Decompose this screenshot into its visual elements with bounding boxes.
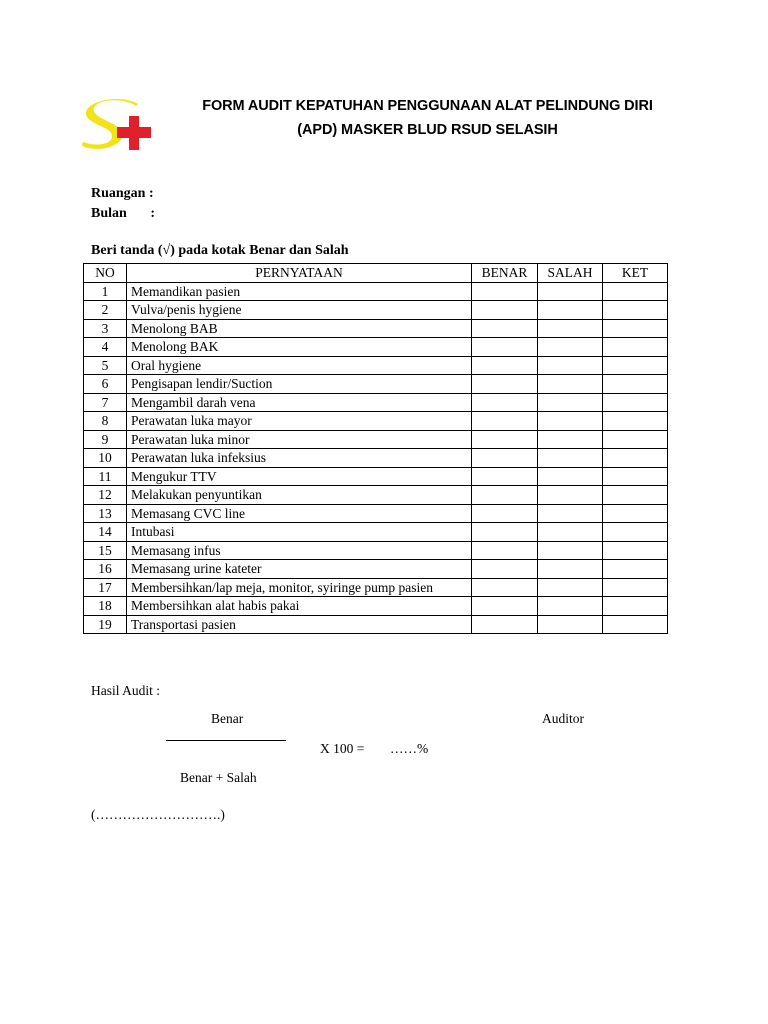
row-number: 19	[84, 615, 127, 634]
row-statement: Memasang infus	[127, 541, 472, 560]
ket-cell[interactable]	[603, 467, 668, 486]
ket-cell[interactable]	[603, 523, 668, 542]
row-number: 9	[84, 430, 127, 449]
table-row	[84, 301, 668, 320]
benar-cell[interactable]	[472, 430, 538, 449]
table-row	[84, 486, 668, 505]
row-statement: Perawatan luka minor	[127, 430, 472, 449]
benar-cell[interactable]	[472, 467, 538, 486]
logo-cross-horizontal	[117, 127, 151, 138]
table-row	[84, 412, 668, 431]
table-row	[84, 393, 668, 412]
bulan-label: Bulan	[91, 206, 127, 221]
table-row	[84, 449, 668, 468]
title-line-2: (APD) MASKER BLUD RSUD SELASIH	[297, 122, 558, 138]
row-number: 7	[84, 393, 127, 412]
ket-cell[interactable]	[603, 597, 668, 616]
row-statement: Mengukur TTV	[127, 467, 472, 486]
table-row	[84, 467, 668, 486]
auditor-label: Auditor	[542, 711, 584, 726]
salah-cell[interactable]	[538, 430, 603, 449]
ket-cell[interactable]	[603, 301, 668, 320]
row-number: 5	[84, 356, 127, 375]
header-ket: KET	[603, 264, 668, 283]
row-number: 15	[84, 541, 127, 560]
benar-cell[interactable]	[472, 449, 538, 468]
table-row	[84, 504, 668, 523]
salah-cell[interactable]	[538, 523, 603, 542]
benar-cell[interactable]	[472, 301, 538, 320]
table-row	[84, 560, 668, 579]
row-number: 3	[84, 319, 127, 338]
ket-cell[interactable]	[603, 541, 668, 560]
formula-numerator: Benar	[211, 711, 244, 726]
ket-cell[interactable]	[603, 449, 668, 468]
signature-placeholder: (……………………….)	[91, 807, 225, 822]
benar-cell[interactable]	[472, 615, 538, 634]
row-number: 2	[84, 301, 127, 320]
benar-cell[interactable]	[472, 356, 538, 375]
benar-cell[interactable]	[472, 578, 538, 597]
row-number: 4	[84, 338, 127, 357]
salah-cell[interactable]	[538, 578, 603, 597]
table-row	[84, 356, 668, 375]
bulan-colon: :	[150, 206, 155, 221]
salah-cell[interactable]	[538, 597, 603, 616]
ket-cell[interactable]	[603, 504, 668, 523]
salah-cell[interactable]	[538, 560, 603, 579]
benar-cell[interactable]	[472, 597, 538, 616]
row-number: 14	[84, 523, 127, 542]
row-number: 18	[84, 597, 127, 616]
row-number: 8	[84, 412, 127, 431]
ruangan-label: Ruangan :	[91, 186, 154, 201]
benar-cell[interactable]	[472, 486, 538, 505]
header-benar: BENAR	[472, 264, 538, 283]
fraction-line	[166, 740, 286, 741]
benar-cell[interactable]	[472, 375, 538, 394]
benar-cell[interactable]	[472, 393, 538, 412]
row-statement: Membersihkan alat habis pakai	[127, 597, 472, 616]
table-row	[84, 430, 668, 449]
hasil-audit-label: Hasil Audit :	[91, 683, 161, 698]
benar-cell[interactable]	[472, 541, 538, 560]
ket-cell[interactable]	[603, 356, 668, 375]
row-statement: Memasang urine kateter	[127, 560, 472, 579]
ket-cell[interactable]	[603, 430, 668, 449]
salah-cell[interactable]	[538, 412, 603, 431]
row-statement: Perawatan luka mayor	[127, 412, 472, 431]
formula-multiplier: X 100 =	[320, 741, 365, 756]
ket-cell[interactable]	[603, 578, 668, 597]
table-row	[84, 578, 668, 597]
ket-cell[interactable]	[603, 282, 668, 301]
benar-cell[interactable]	[472, 523, 538, 542]
salah-cell[interactable]	[538, 541, 603, 560]
header-salah: SALAH	[538, 264, 603, 283]
row-statement: Vulva/penis hygiene	[127, 301, 472, 320]
benar-cell[interactable]	[472, 504, 538, 523]
ket-cell[interactable]	[603, 393, 668, 412]
ket-cell[interactable]	[603, 375, 668, 394]
formula-result: ……%	[390, 741, 429, 756]
rsud-logo	[78, 96, 160, 156]
row-number: 10	[84, 449, 127, 468]
audit-table	[83, 263, 668, 634]
salah-cell[interactable]	[538, 375, 603, 394]
header-pernyataan: PERNYATAAN	[127, 264, 472, 283]
row-statement: Memasang CVC line	[127, 504, 472, 523]
row-statement: Transportasi pasien	[127, 615, 472, 634]
salah-cell[interactable]	[538, 282, 603, 301]
row-statement: Pengisapan lendir/Suction	[127, 375, 472, 394]
row-statement: Perawatan luka infeksius	[127, 449, 472, 468]
ket-cell[interactable]	[603, 338, 668, 357]
ket-cell[interactable]	[603, 319, 668, 338]
benar-cell[interactable]	[472, 338, 538, 357]
header-no: NO	[84, 264, 127, 283]
table-row	[84, 597, 668, 616]
ket-cell[interactable]	[603, 560, 668, 579]
ket-cell[interactable]	[603, 486, 668, 505]
row-statement: Menolong BAK	[127, 338, 472, 357]
benar-cell[interactable]	[472, 282, 538, 301]
table-row	[84, 541, 668, 560]
bulan-row	[91, 206, 155, 222]
formula-denominator: Benar + Salah	[180, 770, 257, 785]
benar-cell[interactable]	[472, 560, 538, 579]
salah-cell[interactable]	[538, 356, 603, 375]
row-number: 16	[84, 560, 127, 579]
row-statement: Intubasi	[127, 523, 472, 542]
row-number: 1	[84, 282, 127, 301]
salah-cell[interactable]	[538, 449, 603, 468]
table-row	[84, 319, 668, 338]
table-row	[84, 523, 668, 542]
instruction-text: Beri tanda (√) pada kotak Benar dan Salah	[91, 243, 349, 258]
row-number: 13	[84, 504, 127, 523]
row-statement: Memandikan pasien	[127, 282, 472, 301]
title-line-1: FORM AUDIT KEPATUHAN PENGGUNAAN ALAT PELINDUNG DIRI	[202, 98, 653, 114]
row-statement: Menolong BAB	[127, 319, 472, 338]
salah-cell[interactable]	[538, 338, 603, 357]
table-header-row	[84, 264, 668, 283]
salah-cell[interactable]	[538, 319, 603, 338]
row-statement: Mengambil darah vena	[127, 393, 472, 412]
row-statement: Oral hygiene	[127, 356, 472, 375]
benar-cell[interactable]	[472, 319, 538, 338]
form-title	[180, 94, 675, 142]
salah-cell[interactable]	[538, 301, 603, 320]
salah-cell[interactable]	[538, 486, 603, 505]
salah-cell[interactable]	[538, 615, 603, 634]
row-number: 12	[84, 486, 127, 505]
table-row	[84, 375, 668, 394]
table-row	[84, 615, 668, 634]
table-row	[84, 338, 668, 357]
row-statement: Melakukan penyuntikan	[127, 486, 472, 505]
table-row	[84, 282, 668, 301]
benar-cell[interactable]	[472, 412, 538, 431]
salah-cell[interactable]	[538, 467, 603, 486]
ket-cell[interactable]	[603, 615, 668, 634]
row-number: 6	[84, 375, 127, 394]
salah-cell[interactable]	[538, 504, 603, 523]
ket-cell[interactable]	[603, 412, 668, 431]
row-number: 17	[84, 578, 127, 597]
salah-cell[interactable]	[538, 393, 603, 412]
row-statement: Membersihkan/lap meja, monitor, syiringe pump pasien	[127, 578, 472, 597]
row-number: 11	[84, 467, 127, 486]
